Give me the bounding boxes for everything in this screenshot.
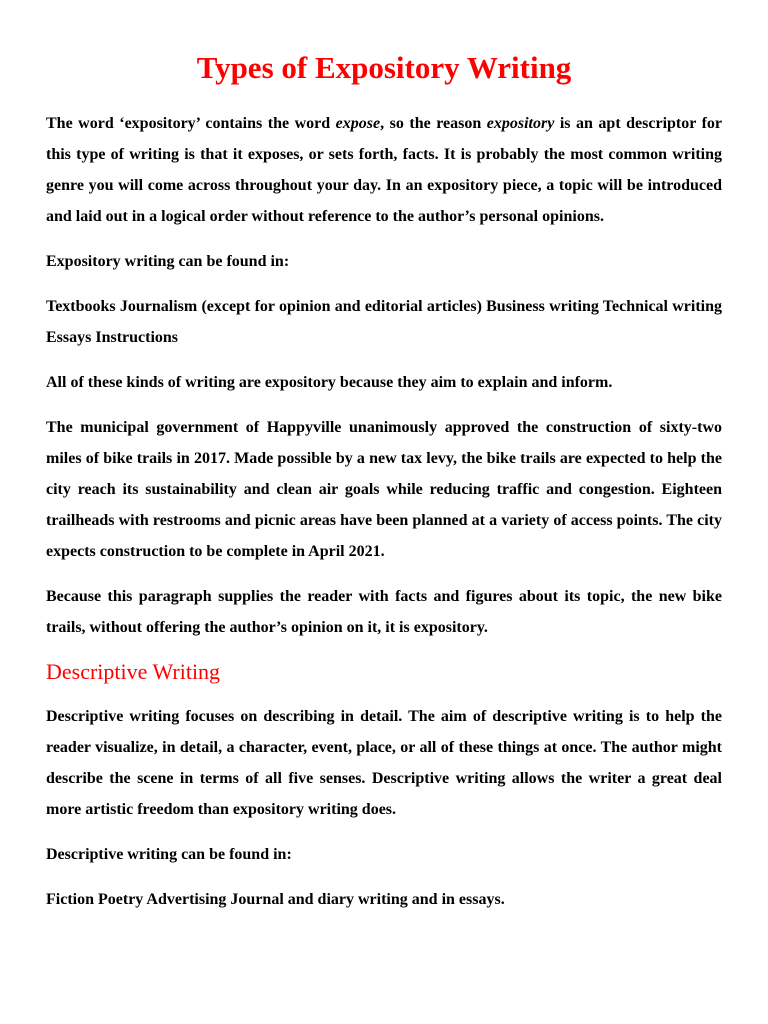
intro-term-expository: expository	[486, 115, 555, 132]
intro-text-1: The word ‘expository’ contains the word	[46, 115, 336, 132]
expository-summary: All of these kinds of writing are expository because they aim to explain and inform.	[46, 374, 613, 391]
intro-text-2: , so the reason	[380, 115, 487, 132]
descriptive-heading: Descriptive Writing	[46, 659, 221, 684]
expository-explanation: Because this paragraph supplies the reader with facts and figures about its topic, the new bike trails, without offering the author’s opinion on it, it is expository.	[46, 588, 722, 636]
intro-text-3: is an apt descriptor for this type of writing is that it exposes, or sets forth, facts. It is probably the most common writing genre you will come across throughout your day. In an expository piece, a topic will be introduced and laid out in a logical order without reference to the author’s personal opinions.	[46, 115, 723, 225]
intro-paragraph	[46, 108, 722, 232]
descriptive-found-in-heading: Descriptive writing can be found in:	[46, 846, 292, 863]
descriptive-paragraph: Descriptive writing focuses on describing in detail. The aim of descriptive writing is to help the reader visualize, in detail, a character, event, place, or all of these things at once. The author might describe the scene in terms of all five senses. Descriptive writing allows the writer a great deal more artistic freedom than expository writing does.	[46, 708, 722, 818]
expository-found-in-heading: Expository writing can be found in:	[46, 253, 290, 270]
intro-term-expose: expose	[335, 115, 381, 132]
page-title: Types of Expository Writing	[196, 50, 572, 85]
expository-found-in-list: Textbooks Journalism (except for opinion and editorial articles) Business writing Technical writing Essays Instructions	[46, 298, 722, 346]
document-page	[46, 0, 722, 915]
expository-example-paragraph: The municipal government of Happyville unanimously approved the construction of sixty-two miles of bike trails in 2017. Made possible by a new tax levy, the bike trails are expected to help the city reach its sustainability and clean air goals while reducing traffic and congestion. Eighteen trailheads with restrooms and picnic areas have been planned at a variety of access points. The city expects construction to be complete in April 2021.	[46, 419, 722, 560]
descriptive-found-in-list: Fiction Poetry Advertising Journal and diary writing and in essays.	[46, 891, 505, 908]
